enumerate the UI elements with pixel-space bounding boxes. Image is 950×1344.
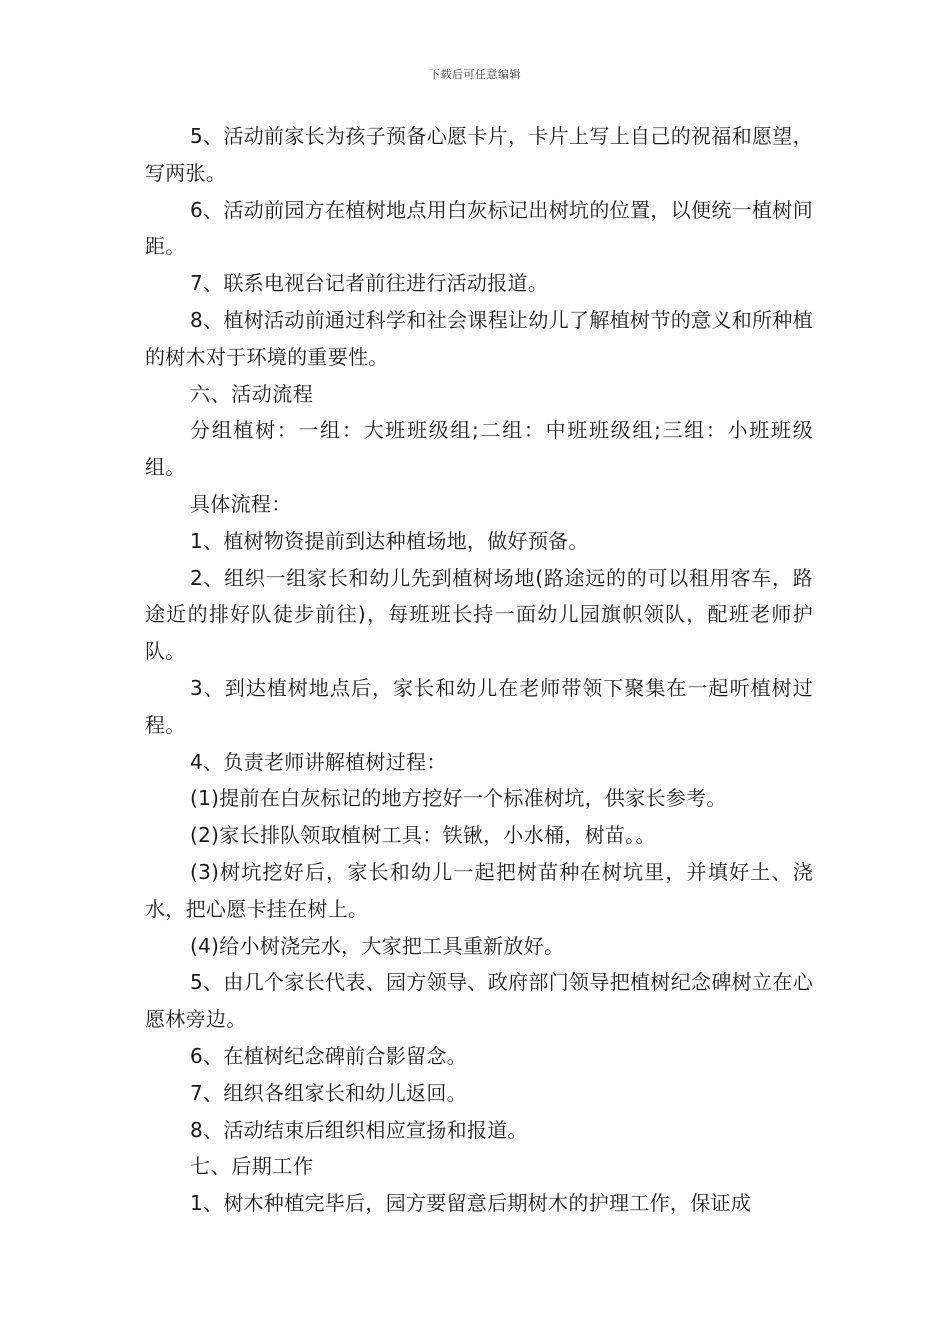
paragraph-step-1: 1、植树物资提前到达种植场地，做好预备。 [190,528,589,553]
document-body [145,118,813,1222]
paragraph-substep-3: (3)树坑挖好后，家长和幼儿一起把树苗种在树坑里，并填好土、浇水，把心愿卡挂在树上。 [145,859,813,921]
paragraph-step-2: 2、组织一组家长和幼儿先到植树场地(路途远的的可以租用客车，路途近的排好队徒步前往)，每班班长持一面幼儿园旗帜领队，配班老师护队。 [145,565,813,664]
paragraph-step-7: 7、组织各组家长和幼儿返回。 [190,1080,467,1105]
paragraph-step-8: 8、活动结束后组织相应宣扬和报道。 [190,1117,528,1142]
section-heading-process: 六、活动流程 [190,381,314,406]
paragraph-prep-8: 8、植树活动前通过科学和社会课程让幼儿了解植树节的意义和所种植的树木对于环境的重要性。 [145,307,813,369]
paragraph-substep-4: (4)给小树浇完水，大家把工具重新放好。 [190,933,565,958]
paragraph-step-3: 3、到达植树地点后，家长和幼儿在老师带领下聚集在一起听植树过程。 [145,675,813,737]
paragraph-process-intro: 具体流程： [190,491,292,516]
page-header: 下载后可任意编辑 [429,68,521,81]
paragraph-substep-1: (1)提前在白灰标记的地方挖好一个标准树坑，供家长参考。 [190,786,727,811]
paragraph-step-6: 6、在植树纪念碑前合影留念。 [190,1043,467,1068]
paragraph-prep-6: 6、活动前园方在植树地点用白灰标记出树坑的位置，以便统一植树间距。 [145,197,813,259]
paragraph-step-5: 5、由几个家长代表、园方领导、政府部门领导把植树纪念碑树立在心愿林旁边。 [145,970,813,1032]
paragraph-step-4: 4、负责老师讲解植树过程： [190,749,447,774]
paragraph-prep-7: 7、联系电视台记者前往进行活动报道。 [190,271,549,296]
section-heading-followup: 七、后期工作 [190,1154,314,1179]
paragraph-followup-1: 1、树木种植完毕后，园方要留意后期树木的护理工作，保证成 [190,1191,752,1216]
paragraph-substep-2: (2)家长排队领取植树工具：铁锹，小水桶，树苗。。 [190,823,656,848]
paragraph-grouping: 分组植树：一组：大班班级组;二组：中班班级组;三组：小班班级组。 [145,418,813,480]
paragraph-prep-5: 5、活动前家长为孩子预备心愿卡片，卡片上写上自己的祝福和愿望，写两张。 [145,124,813,185]
